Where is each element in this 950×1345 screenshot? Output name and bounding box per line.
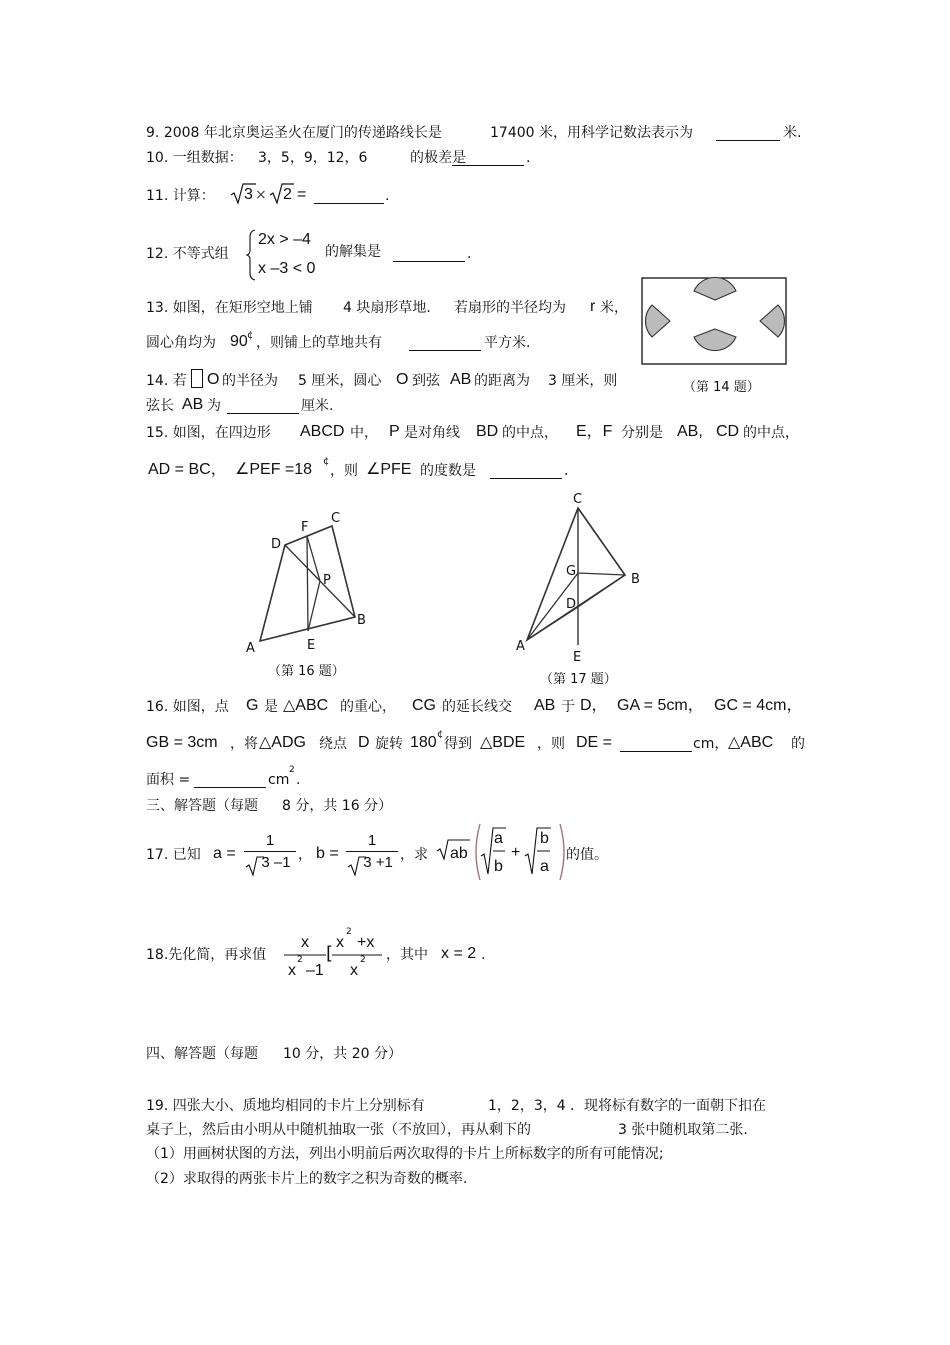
- q17-text-c: 的值。: [566, 847, 608, 863]
- q10-text-a: 一组数据：: [172, 150, 243, 166]
- q13-line2-b: ，则铺上的草地共有: [256, 335, 382, 351]
- q16-line2-b: ，将: [230, 736, 258, 752]
- fig17-label-e: E: [573, 650, 582, 665]
- q17-b-radical: [347, 853, 367, 877]
- q14-line2-c: 厘米.: [301, 398, 334, 414]
- q19-line2-a: 桌子上，然后由小明从中随机抽取一张（不放回），再从剩下的: [146, 1122, 531, 1138]
- q14-text-e: 的距离为: [474, 373, 530, 389]
- q19-part-1: （1）用画树状图的方法，列出小明前后两次取得的卡片上所标数字的所有可能情况;: [146, 1146, 664, 1162]
- q16-text-d: 的延长线交: [442, 699, 512, 715]
- fig17-label-d: D: [566, 597, 577, 612]
- q17-frac-a-num: a: [494, 830, 503, 847]
- q16-line2-e: 得到: [444, 736, 472, 752]
- fig16-label-c: C: [331, 511, 341, 526]
- q12-line: [146, 247, 229, 261]
- fig16-label-d: D: [271, 537, 282, 552]
- q16-gb: GB = 3cm: [146, 734, 218, 751]
- q14-number: 14.: [146, 373, 169, 389]
- fig16-label-f: F: [301, 520, 309, 535]
- q16-cg: CG: [412, 697, 436, 714]
- q16-triangle-adg: △ADG: [259, 734, 306, 751]
- q13-degree-mark: ¢: [247, 330, 254, 341]
- q15-ab: AB,: [677, 423, 703, 440]
- q16-text-c: 的重心，: [340, 699, 396, 715]
- fig16-label-b: B: [357, 613, 366, 628]
- q14-o1: O: [207, 371, 220, 388]
- q14-answer-blank[interactable]: [227, 399, 299, 417]
- section-3-points: 8 分，共 16 分）: [282, 798, 393, 814]
- q19-number: 19.: [146, 1098, 169, 1114]
- q16-triangle-abc-2: △ABC: [728, 734, 774, 751]
- q11-number: 11.: [146, 188, 169, 204]
- q15-line-1: [146, 426, 271, 440]
- figure-16-quadrilateral: [240, 505, 380, 655]
- q17-text-a: 已知: [172, 847, 201, 863]
- fig17-label-c: C: [573, 492, 583, 507]
- q12-answer-blank[interactable]: [393, 247, 465, 265]
- q16-line2-h: 的: [791, 736, 805, 752]
- fig17-label-a: A: [516, 639, 525, 654]
- q14-line2-b: 为: [207, 398, 221, 414]
- q12-number: 12.: [146, 246, 169, 262]
- q16-ab: AB: [534, 697, 556, 714]
- figure-17-triangle: [520, 500, 640, 660]
- q12-inequality-2: x –3 < 0: [258, 260, 316, 277]
- q15-cd: CD: [716, 423, 740, 440]
- q18-end: .: [481, 947, 486, 963]
- q18-frac2-den-x: x: [350, 962, 358, 979]
- q14-text-b: 的半径为: [222, 373, 278, 389]
- q9-text-c: 米.: [783, 125, 802, 141]
- q15-answer-blank[interactable]: [490, 464, 562, 482]
- q14-text-a: 若: [172, 373, 187, 389]
- q16-line2-d: 旋转: [375, 736, 403, 752]
- q18-division-bracket: [: [326, 943, 334, 964]
- q15-text-d: 的中点，: [502, 425, 558, 441]
- q16-degree-mark: ¢: [437, 729, 444, 740]
- section-3-title: 三、解答题（每题: [146, 798, 258, 814]
- q17-var-b: b =: [316, 845, 339, 862]
- q15-line2-c: 的度数是: [420, 463, 476, 479]
- q9-answer-blank[interactable]: [716, 126, 780, 144]
- q17-a-numerator: 1: [265, 832, 275, 849]
- q15-ef: E，F: [576, 423, 613, 440]
- figure-17-caption: （第 17 题）: [540, 672, 617, 687]
- q12-text-c: .: [467, 246, 472, 262]
- q13-line2-a: 圆心角均为: [146, 335, 216, 351]
- q15-ad-bc: AD = BC，: [148, 461, 227, 478]
- q17-text-b: ，求: [400, 847, 428, 863]
- q9-text-b: 17400 米，用科学记数法表示为: [490, 125, 693, 141]
- q13-radius-r: r: [590, 298, 596, 315]
- q18-number: 18.: [146, 947, 169, 963]
- fig17-label-b: B: [631, 572, 640, 587]
- fig16-label-e: E: [307, 638, 316, 653]
- q18-frac1-den-sup: 2: [297, 955, 303, 965]
- q14-text-c: 5 厘米，圆心: [298, 373, 382, 389]
- q16-d2: D: [358, 734, 370, 751]
- q16-answer-blank-1[interactable]: [620, 737, 692, 755]
- q12-text-b: 的解集是: [325, 244, 381, 260]
- q13-answer-blank[interactable]: [409, 336, 481, 354]
- fig16-label-a: A: [246, 641, 255, 656]
- q15-p: P: [389, 423, 400, 440]
- q9-text-a: 2008 年北京奥运圣火在厦门的传递路线长是: [163, 125, 442, 141]
- q18-line: [146, 948, 266, 962]
- section-3-heading: [146, 799, 258, 813]
- q16-triangle-bde: △BDE: [480, 734, 526, 751]
- q19-text-b: ．现将标有数字的一面朝下扣在: [570, 1098, 766, 1114]
- q14-ab1: AB: [450, 371, 472, 388]
- q16-line3-a: 面积 =: [146, 772, 191, 788]
- q10-answer-blank[interactable]: [452, 151, 524, 169]
- q13-text-c: 若扇形的半径均为: [454, 300, 566, 316]
- q17-separator: ，: [298, 847, 312, 863]
- q16-text-a: 如图，点: [172, 699, 229, 715]
- q16-de: DE =: [576, 734, 613, 751]
- q9-line: [146, 126, 442, 140]
- q10-number: 10.: [146, 150, 169, 166]
- q19-nums: 1，2，3，4: [488, 1098, 566, 1114]
- q13-line-1: [146, 301, 313, 315]
- q17-number: 17.: [146, 847, 169, 863]
- section-4-title: 四、解答题（每题: [146, 1046, 258, 1062]
- q17-parenthesized-sum: [472, 822, 572, 882]
- q13-text-d: 米，: [600, 300, 628, 316]
- q15-angle-pfe: ∠PFE: [366, 461, 412, 478]
- q15-text-a: 如图，在四边形: [172, 425, 271, 441]
- q16-rot: 180: [410, 734, 437, 751]
- q16-triangle-abc: △ABC: [283, 697, 329, 714]
- figure-14-rectangle-with-sectors: [640, 277, 788, 365]
- q15-text-e: 分别是: [621, 425, 663, 441]
- fig17-label-g: G: [566, 564, 577, 579]
- q14-o2: O: [396, 371, 409, 388]
- q11-text-a: 计算：: [172, 188, 215, 204]
- figure-16-caption: （第 16 题）: [268, 664, 345, 679]
- q19-line2-b: 3 张中随机取第二张.: [618, 1122, 748, 1138]
- q18-frac2-num-x: x: [336, 934, 344, 951]
- q12-inequality-1: 2x > –4: [258, 231, 311, 248]
- q16-line3-b: cm: [268, 772, 290, 788]
- q10-data: 3，5，9，12，6: [258, 150, 368, 166]
- q19-part-2: （2）求取得的两张卡片上的数字之积为奇数的概率.: [146, 1171, 468, 1187]
- q17-plus: +: [511, 844, 521, 861]
- q10-text-b: 的极差是: [410, 150, 466, 166]
- q17-line: [146, 848, 201, 862]
- q15-line2-b: ，则: [330, 463, 358, 479]
- q18-comma: ，其中: [386, 947, 428, 963]
- q17-a-radical: [245, 853, 265, 877]
- q18-frac2-num-sup: 2: [346, 927, 352, 937]
- section-4-points: 10 分，共 20 分）: [283, 1046, 402, 1062]
- q14-line-1: [146, 374, 187, 388]
- q15-degree-mark: ¢: [323, 456, 330, 467]
- q15-text-b: 中，: [350, 425, 378, 441]
- q14-line2-a: 弦长: [146, 398, 174, 414]
- q17-b-numerator: 1: [367, 832, 377, 849]
- q11-answer-blank[interactable]: [314, 189, 384, 207]
- q16-line2-g: cm，: [693, 736, 729, 752]
- q15-text-c: 是对角线: [404, 425, 460, 441]
- q16-superscript: 2: [289, 765, 295, 775]
- q13-angle: 90: [230, 333, 248, 350]
- q19-line-1: [146, 1099, 425, 1113]
- q18-frac2-den-sup: 2: [360, 955, 366, 965]
- q17-b-denominator: 3 +1: [363, 854, 393, 871]
- q16-line2-c: 绕点: [319, 736, 347, 752]
- q11-radicand-1: 3: [244, 186, 253, 203]
- q11-radicand-2: 2: [283, 186, 292, 203]
- q18-frac1-num: x: [301, 934, 309, 951]
- q14-text-f: 3 厘米，则: [548, 373, 618, 389]
- q16-text-e: 于: [561, 699, 575, 715]
- figure-14-caption: （第 14 题）: [683, 380, 760, 395]
- q10-line: [146, 151, 243, 165]
- q16-line-1: [146, 700, 229, 714]
- q17-frac-b-den: a: [540, 858, 549, 875]
- q15-line2-d: .: [564, 463, 569, 479]
- q16-g: G: [246, 697, 259, 714]
- q14-ab2: AB: [182, 396, 204, 413]
- q11-text-c: .: [385, 188, 390, 204]
- q13-text-b: 4 块扇形草地.: [343, 300, 431, 316]
- q18-value: x = 2: [441, 945, 477, 962]
- q13-number: 13.: [146, 300, 169, 316]
- q13-text-a: 如图，在矩形空地上铺: [172, 300, 313, 316]
- q15-angle-pef: ∠PEF =18: [235, 461, 313, 478]
- q11-line: [146, 189, 215, 203]
- q17-frac-b-num: b: [540, 830, 549, 847]
- q18-frac1-den-minus: –1: [306, 962, 324, 979]
- q16-point-d: D，: [580, 697, 608, 714]
- q15-bd: BD: [476, 423, 499, 440]
- q14-text-d: 到弦: [412, 373, 440, 389]
- q12-brace: [247, 229, 257, 281]
- q18-frac1-den-x: x: [288, 962, 296, 979]
- q16-ga: GA = 5cm，: [617, 697, 704, 714]
- q15-quad: ABCD: [300, 423, 345, 440]
- q17-frac-a-den: b: [494, 858, 503, 875]
- q17-a-denominator: 3 –1: [261, 854, 291, 871]
- q11-equals: =: [297, 186, 307, 203]
- q19-text-a: 四张大小、质地均相同的卡片上分别标有: [172, 1098, 425, 1114]
- q10-text-c: .: [526, 150, 531, 166]
- q15-number: 15.: [146, 425, 169, 441]
- q12-text-a: 不等式组: [172, 246, 229, 262]
- q17-var-a: a =: [213, 845, 236, 862]
- q18-frac2-num-plus: +x: [357, 934, 375, 951]
- section-4-heading: [146, 1047, 258, 1061]
- q16-number: 16.: [146, 699, 169, 715]
- q16-line2-f: ，则: [537, 736, 565, 752]
- q16-gc: GC = 4cm，: [714, 697, 803, 714]
- q14-circle-symbol: [191, 369, 203, 388]
- q11-times: ×: [255, 187, 267, 203]
- q16-text-b: 是: [264, 699, 278, 715]
- q9-number: 9.: [146, 125, 160, 141]
- fig16-label-p: P: [323, 573, 331, 588]
- q16-answer-blank-2[interactable]: [194, 773, 266, 791]
- q16-line3-c: .: [296, 772, 301, 788]
- q18-text-a: 先化简，再求值: [168, 947, 267, 963]
- q13-line2-c: 平方米.: [484, 335, 531, 351]
- q17-ab: ab: [450, 845, 468, 862]
- q15-text-f: 的中点，: [743, 425, 799, 441]
